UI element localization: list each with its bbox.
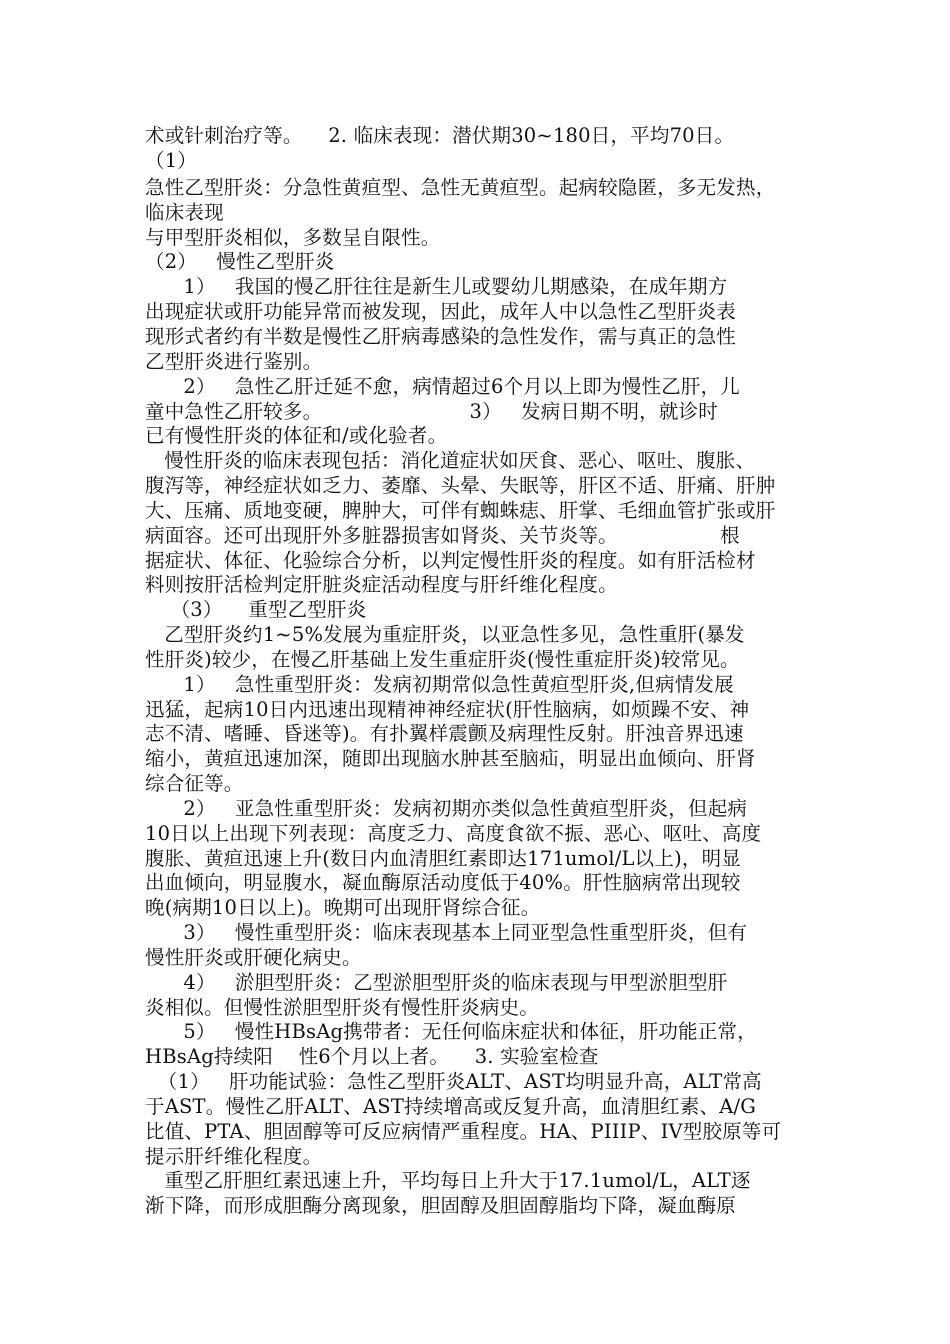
text-line: 童中急性乙肝较多。 3） 发病日期不明，就诊时: [145, 400, 718, 423]
text-line: 乙型肝炎进行鉴别。: [145, 350, 323, 373]
text-line: 提示肝纤维化程度。: [145, 1145, 323, 1168]
text-line: 综合征等。: [145, 772, 244, 795]
text-line: 与甲型肝炎相似，多数呈自限性。: [145, 226, 441, 249]
text-line: 1） 我国的慢乙肝往往是新生儿或婴幼儿期感染，在成年期方: [145, 275, 728, 298]
text-line: 病面容。还可出现肝外多脏器损害如肾炎、关节炎等。 根: [145, 524, 740, 547]
section-heading: （3） 重型乙型肝炎: [145, 598, 367, 621]
text-line: 慢性肝炎的临床表现包括：消化道症状如厌食、恶心、呕吐、腹胀、: [145, 449, 756, 472]
text-line: 现形式者约有半数是慢性乙肝病毒感染的急性发作，需与真正的急性: [145, 325, 737, 348]
text-line: 慢性肝炎或肝硬化病史。: [145, 946, 362, 969]
text-line: 据症状、体征、化验综合分析，以判定慢性肝炎的程度。如有肝活检材: [145, 549, 756, 572]
text-line: 性肝炎)较少，在慢乙肝基础上发生重症肝炎(慢性重症肝炎)较常见。: [145, 648, 740, 671]
text-line: 5） 慢性HBsAg携带者：无任何临床症状和体征，肝功能正常，: [145, 1020, 757, 1043]
text-line: 急性乙型肝炎：分急性黄疸型、急性无黄疸型。起病较隐匿，多无发热，: [145, 176, 776, 199]
text-line: 2） 亚急性重型肝炎：发病初期亦类似急性黄疸型肝炎，但起病: [145, 797, 748, 820]
text-line: 术或针刺治疗等。 2. 临床表现：潜伏期30~180日，平均70日。: [145, 124, 735, 147]
text-line: 临床表现: [145, 201, 224, 224]
text-line: 乙型肝炎约1~5%发展为重症肝炎，以亚急性多见，急性重肝(暴发: [145, 623, 745, 646]
text-line: 腹胀、黄疸迅速上升(数日内血清胆红素即达171umol/L以上)，明显: [145, 847, 741, 870]
text-line: 1） 急性重型肝炎：发病初期常似急性黄疸型肝炎,但病情发展: [145, 673, 734, 696]
text-line: 大、压痛、质地变硬，脾肿大，可伴有蜘蛛痣、肝掌、毛细血管扩张或肝: [145, 499, 776, 522]
text-line: 志不清、嗜睡、昏迷等)。有扑翼样震颤及病理性反射。肝浊音界迅速: [145, 722, 744, 745]
text-line: 比值、PTA、胆固醇等可反应病情严重程度。HA、PIIIP、IV型胶原等可: [145, 1120, 782, 1143]
text-line: 晚(病期10日以上)。晚期可出现肝肾综合征。: [145, 896, 541, 919]
text-line: （1）: [145, 149, 198, 172]
text-line: 重型乙肝胆红素迅速上升，平均每日上升大于17.1umol/L，ALT逐: [145, 1169, 751, 1192]
text-line: 于AST。慢性乙肝ALT、AST持续增高或反复升高，血清胆红素、A/G: [145, 1095, 757, 1118]
text-line: 渐下降，而形成胆酶分离现象，胆固醇及胆固醇脂均下降，凝血酶原: [145, 1194, 737, 1217]
text-line: 料则按肝活检判定肝脏炎症活动程度与肝纤维化程度。: [145, 573, 618, 596]
section-heading: （2） 慢性乙型肝炎: [145, 250, 335, 273]
text-line: 10日以上出现下列表现：高度乏力、高度食欲不振、恶心、呕吐、高度: [145, 822, 762, 845]
text-line: 缩小，黄疸迅速加深，随即出现脑水肿甚至脑疝，明显出血倾向、肝肾: [145, 747, 756, 770]
text-line: 腹泻等，神经症状如乏力、萎靡、头晕、失眠等，肝区不适、肝痛、肝肿: [145, 474, 776, 497]
text-line: 出血倾向，明显腹水，凝血酶原活动度低于40%。肝性脑病常出现较: [145, 871, 741, 894]
text-line: 4） 淤胆型肝炎：乙型淤胆型肝炎的临床表现与甲型淤胆型肝: [145, 971, 728, 994]
text-line: 3） 慢性重型肝炎：临床表现基本上同亚型急性重型肝炎，但有: [145, 921, 748, 944]
text-line: 已有慢性肝炎的体征和/或化验者。: [145, 424, 448, 447]
text-line: 炎相似。但慢性淤胆型肝炎有慢性肝炎病史。: [145, 996, 540, 1019]
text-line: 迅猛，起病10日内迅速出现精神神经症状(肝性脑病，如烦躁不安、神: [145, 698, 750, 721]
text-line: （1） 肝功能试验：急性乙型肝炎ALT、AST均明显升高，ALT常高: [145, 1070, 762, 1093]
text-line: HBsAg持续阳 性6个月以上者。 3. 实验室检查: [145, 1045, 599, 1068]
text-line: 2） 急性乙肝迁延不愈，病情超过6个月以上即为慢性乙肝，儿: [145, 375, 740, 398]
text-line: 出现症状或肝功能异常而被发现，因此，成年人中以急性乙型肝炎表: [145, 300, 737, 323]
